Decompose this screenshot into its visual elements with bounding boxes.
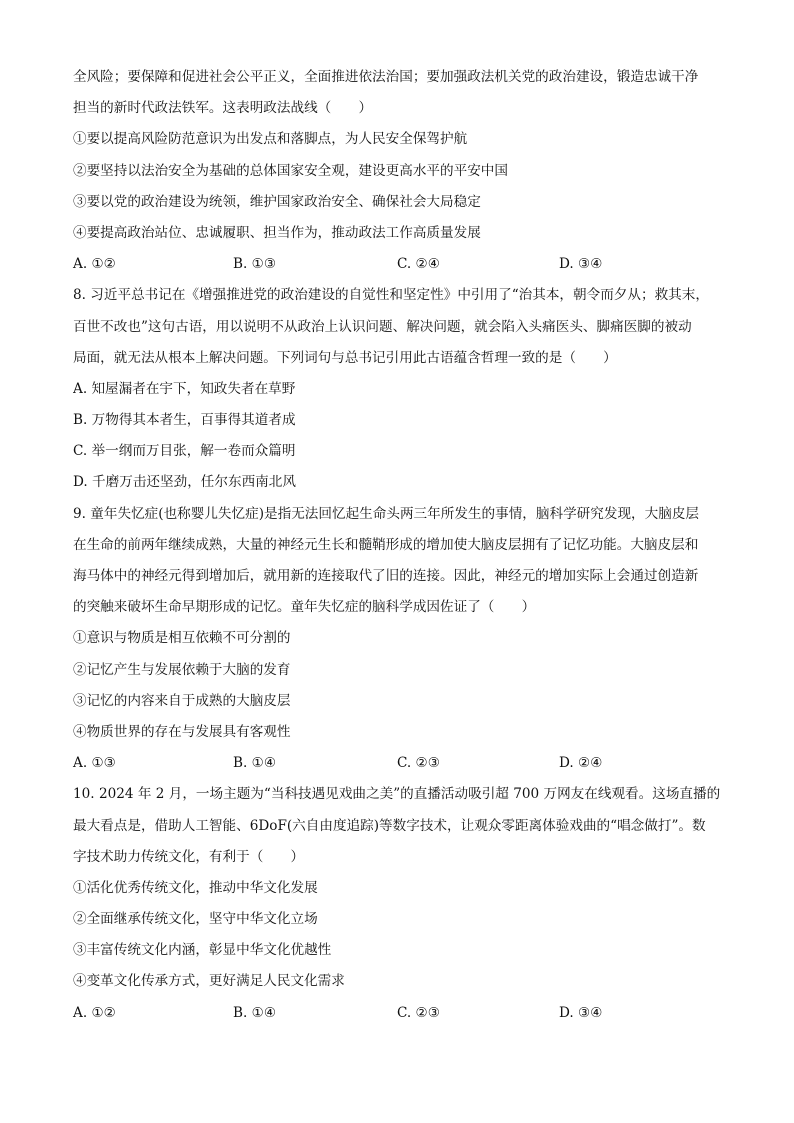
statement: ②记忆产生与发展依赖于大脑的发育 <box>73 661 291 678</box>
exam-page <box>73 62 723 1029</box>
option-c[interactable]: C. ②③ <box>397 1004 440 1021</box>
question-stem-line: 最大看点是，借助人工智能、6DoF(六自由度追踪)等数字技术，让观众零距离体验戏曲的“唱念做打”。数 <box>73 817 706 834</box>
question-stem-line: 8. 习近平总书记在《增强推进党的政治建设的自觉性和坚定性》中引用了“治其本，朝令而夕从；救其末， <box>73 287 709 304</box>
option-d[interactable]: D. ③④ <box>559 256 603 273</box>
option-d[interactable]: D. 千磨万击还坚劲，任尔东西南北风 <box>73 474 296 491</box>
question-stem-line: 百世不改也”这句古语，用以说明不从政治上认识问题、解决问题，就会陷入头痛医头、脚痛医脚的被动 <box>73 318 692 335</box>
statement: ③要以党的政治建设为统领，维护国家政治安全、确保社会大局稳定 <box>73 193 481 210</box>
option-d[interactable]: D. ③④ <box>559 1004 603 1021</box>
answer-options <box>73 748 723 779</box>
statement: ④要提高政治站位、忠诚履职、担当作为，推动政法工作高质量发展 <box>73 224 481 241</box>
statement: ①意识与物质是相互依赖不可分割的 <box>73 630 291 647</box>
option-c[interactable]: C. ②④ <box>397 256 440 273</box>
option-a[interactable]: A. ①② <box>73 256 116 273</box>
option-c[interactable]: C. ②③ <box>397 755 440 772</box>
statement: ③丰富传统文化内涵，彰显中华文化优越性 <box>73 942 332 959</box>
question-9 <box>73 499 723 780</box>
question-stem-line: 字技术助力传统文化，有利于（ ） <box>73 848 305 865</box>
answer-options <box>73 249 723 280</box>
question-stem-line: 局面，就无法从根本上解决问题。下列词句与总书记引用此古语蕴含哲理一致的是（ ） <box>73 349 617 366</box>
statement: ③记忆的内容来自于成熟的大脑皮层 <box>73 692 291 709</box>
option-b[interactable]: B. ①③ <box>233 256 277 273</box>
option-a[interactable]: A. ①③ <box>73 755 116 772</box>
option-b[interactable]: B. 万物得其本者生，百事得其道者成 <box>73 412 296 429</box>
option-b[interactable]: B. ①④ <box>233 755 277 772</box>
question-stem-line: 9. 童年失忆症(也称婴儿失忆症)是指无法回忆起生命头两三年所发生的事情，脑科学研究发现，大脑皮层 <box>73 505 700 522</box>
statement: ④变革文化传承方式，更好满足人民文化需求 <box>73 973 345 990</box>
question-stem-line: 担当的新时代政法铁军。这表明政法战线（ ） <box>73 100 373 117</box>
statement: ②全面继承传统文化，坚守中华文化立场 <box>73 911 318 928</box>
question-10 <box>73 779 723 1029</box>
option-a[interactable]: A. 知屋漏者在宇下，知政失者在草野 <box>73 380 296 397</box>
question-stem-line: 海马体中的神经元得到增加后，就用新的连接取代了旧的连接。因此，神经元的增加实际上会通过创造新 <box>73 568 699 584</box>
question-7 <box>73 62 723 280</box>
statement: ④物质世界的存在与发展具有客观性 <box>73 723 291 740</box>
statement: ①要以提高风险防范意识为出发点和落脚点，为人民安全保驾护航 <box>73 131 468 148</box>
option-c[interactable]: C. 举一纲而万目张，解一卷而众篇明 <box>73 443 296 460</box>
question-stem-line: 在生命的前两年继续成熟，大量的神经元生长和髓鞘形成的增加使大脑皮层拥有了记忆功能。大脑皮层和 <box>73 536 699 553</box>
option-b[interactable]: B. ①④ <box>233 1004 277 1021</box>
question-stem-line: 10. 2024 年 2 月，一场主题为“当科技遇见戏曲之美”的直播活动吸引超 700 万网友在线观看。这场直播的 <box>73 786 721 803</box>
statement: ①活化优秀传统文化，推动中华文化发展 <box>73 879 318 896</box>
answer-options <box>73 998 723 1029</box>
option-d[interactable]: D. ②④ <box>559 755 603 772</box>
question-stem-line: 全风险；要保障和促进社会公平正义，全面推进依法治国；要加强政法机关党的政治建设，锻造忠诚干净 <box>73 69 699 85</box>
question-8 <box>73 280 723 498</box>
statement: ②要坚持以法治安全为基础的总体国家安全观，建设更高水平的平安中国 <box>73 162 508 179</box>
option-a[interactable]: A. ①② <box>73 1004 116 1021</box>
question-stem-line: 的突触来破坏生命早期形成的记忆。童年失忆症的脑科学成因佐证了（ ） <box>73 599 536 616</box>
